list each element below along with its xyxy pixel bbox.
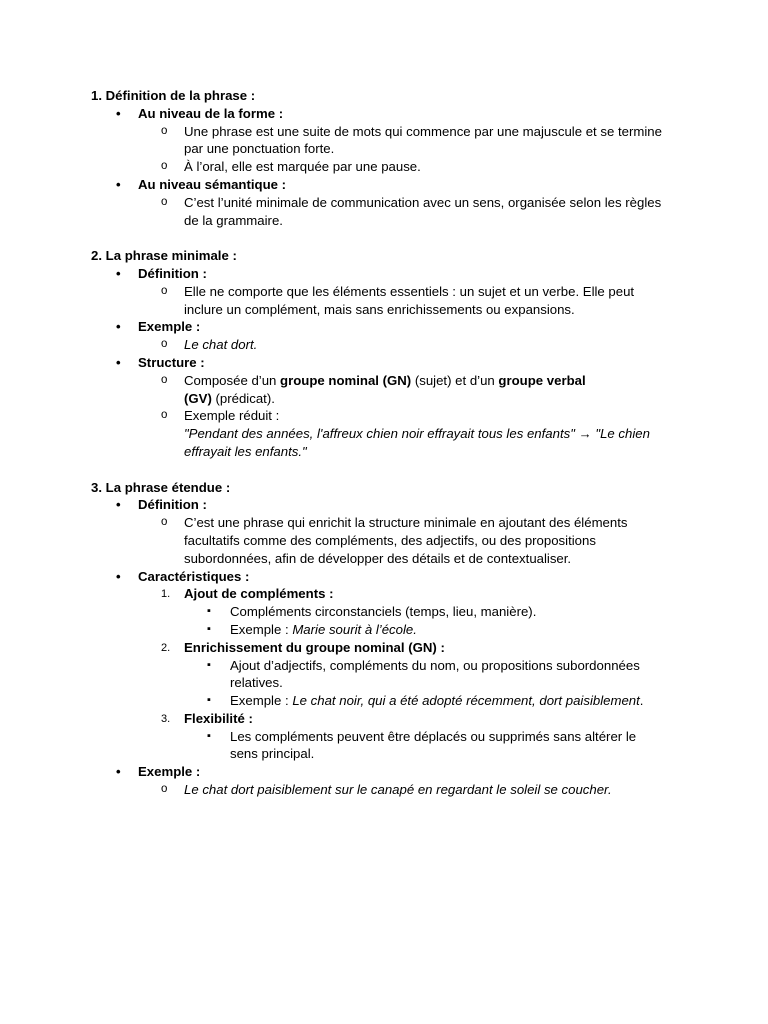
example-text: Le chat noir, qui a été adopté récemment, dort paisiblement (292, 693, 640, 709)
bullet-structure (116, 354, 678, 372)
definition-text: Elle ne comporte que les éléments essentiels : un sujet et un verbe. Elle peut inclure un complément, mais sans enrichissements ou expansions. (184, 283, 635, 317)
circle-bullet-icon: o (161, 783, 168, 796)
disc-bullet-icon: • (116, 568, 121, 584)
bullet-exemple (116, 318, 678, 336)
forme-item-text: À l’oral, elle est marquée par une pause. (184, 159, 421, 175)
structure-gv: groupe verbal (GV) (184, 372, 586, 406)
carac-2-detail (207, 657, 676, 693)
carac-1-example (207, 621, 676, 639)
circle-bullet-icon: o (161, 284, 168, 297)
section-heading-3: 3. La phrase étendue : (91, 479, 231, 495)
bullet-forme (116, 105, 678, 123)
forme-item-2 (161, 158, 664, 176)
square-bullet-icon: ▪ (207, 658, 211, 671)
forme-item-text: Une phrase est une suite de mots qui commence par une majuscule et se termine par une ponctuation forte. (184, 123, 662, 157)
square-bullet-icon: ▪ (207, 694, 211, 707)
definition-item (161, 283, 664, 319)
exemple-text: Le chat dort. (184, 337, 258, 353)
carac-item-label: Flexibilité : (184, 710, 253, 726)
circle-bullet-icon: o (161, 373, 168, 386)
definition-text: C’est une phrase qui enrichit la structure minimale en ajoutant des éléments facultatifs comme des compléments, des adjectifs, ou des propositions subordonnées, afin de développer des détails et de contextualiser. (184, 515, 628, 566)
definition-item (161, 514, 664, 567)
disc-bullet-icon: • (116, 764, 121, 780)
carac-item-label: Ajout de compléments : (184, 586, 334, 602)
forme-item-1 (161, 123, 664, 159)
square-bullet-icon: ▪ (207, 729, 211, 742)
structure-text-c: (prédicat). (211, 390, 275, 406)
bullet-definition (116, 265, 678, 283)
disc-bullet-icon: • (116, 105, 121, 121)
structure-text-b: (sujet) et d’un (411, 372, 499, 388)
reduit-text: "Pendant des années, l'affreux chien noir effrayait tous les enfants" → "Le chien effrayait les enfants." (184, 426, 650, 459)
document-page (0, 87, 768, 817)
carac-1-detail (207, 603, 676, 621)
square-bullet-icon: ▪ (207, 622, 211, 635)
example-prefix: Exemple : (230, 621, 293, 637)
example-end: . (639, 693, 644, 709)
circle-bullet-icon: o (161, 516, 168, 529)
disc-bullet-icon: • (116, 354, 121, 370)
structure-text-a: Composée d’un (184, 372, 281, 388)
carac-item-2 (161, 639, 664, 657)
carac-2-example (207, 692, 676, 710)
carac-item-3 (161, 710, 664, 728)
item-number: 2. (161, 641, 171, 654)
exemple-item (161, 781, 684, 799)
bullet-definition (116, 496, 678, 514)
exemple-item (161, 336, 664, 354)
semantique-label: Au niveau sémantique : (138, 176, 287, 192)
section-heading-2: 2. La phrase minimale : (91, 248, 237, 264)
bullet-exemple (116, 763, 678, 781)
semantique-item-text: C’est l’unité minimale de communication avec un sens, organisée selon les règles de la grammaire. (184, 194, 662, 228)
reduit-label: Exemple réduit : (184, 408, 280, 424)
carac-detail-text: Les compléments peuvent être déplacés ou supprimés sans altérer le sens principal. (230, 728, 637, 762)
carac-detail-text: Compléments circonstanciels (temps, lieu, manière). (230, 604, 537, 620)
example-text: Marie sourit à l’école. (292, 621, 417, 637)
structure-item (161, 372, 614, 408)
item-number: 1. (161, 588, 171, 601)
forme-label: Au niveau de la forme : (138, 105, 284, 121)
circle-bullet-icon: o (161, 338, 168, 351)
semantique-item-1 (161, 194, 664, 230)
disc-bullet-icon: • (116, 497, 121, 513)
section-heading-1: 1. Définition de la phrase : (91, 88, 256, 103)
definition-label: Définition : (138, 497, 207, 513)
bullet-caracteristiques (116, 568, 678, 586)
structure-gn: groupe nominal (GN) (280, 372, 412, 388)
bullet-semantique (116, 176, 678, 194)
carac-item-label: Enrichissement du groupe nominal (GN) : (184, 639, 445, 655)
section-phrase-minimale (0, 247, 768, 461)
disc-bullet-icon: • (116, 176, 121, 192)
circle-bullet-icon: o (161, 160, 168, 173)
carac-item-1 (161, 585, 664, 603)
circle-bullet-icon: o (161, 195, 168, 208)
carac-detail-text: Ajout d’adjectifs, compléments du nom, ou propositions subordonnées relatives. (230, 657, 640, 691)
item-number: 3. (161, 712, 171, 725)
disc-bullet-icon: • (116, 319, 121, 335)
example-prefix: Exemple : (230, 693, 293, 709)
section-phrase-etendue (0, 479, 768, 799)
section-definition (0, 87, 768, 229)
carac-3-detail (207, 728, 662, 764)
square-bullet-icon: ▪ (207, 605, 211, 618)
definition-label: Définition : (138, 265, 207, 281)
circle-bullet-icon: o (161, 409, 168, 422)
reduit-item (161, 407, 664, 460)
structure-label: Structure : (138, 354, 205, 370)
exemple-text: Le chat dort paisiblement sur le canapé en regardant le soleil se coucher. (184, 782, 612, 798)
exemple-label: Exemple : (138, 764, 201, 780)
caracteristiques-label: Caractéristiques : (138, 568, 250, 584)
circle-bullet-icon: o (161, 124, 168, 137)
exemple-label: Exemple : (138, 319, 201, 335)
disc-bullet-icon: • (116, 265, 121, 281)
